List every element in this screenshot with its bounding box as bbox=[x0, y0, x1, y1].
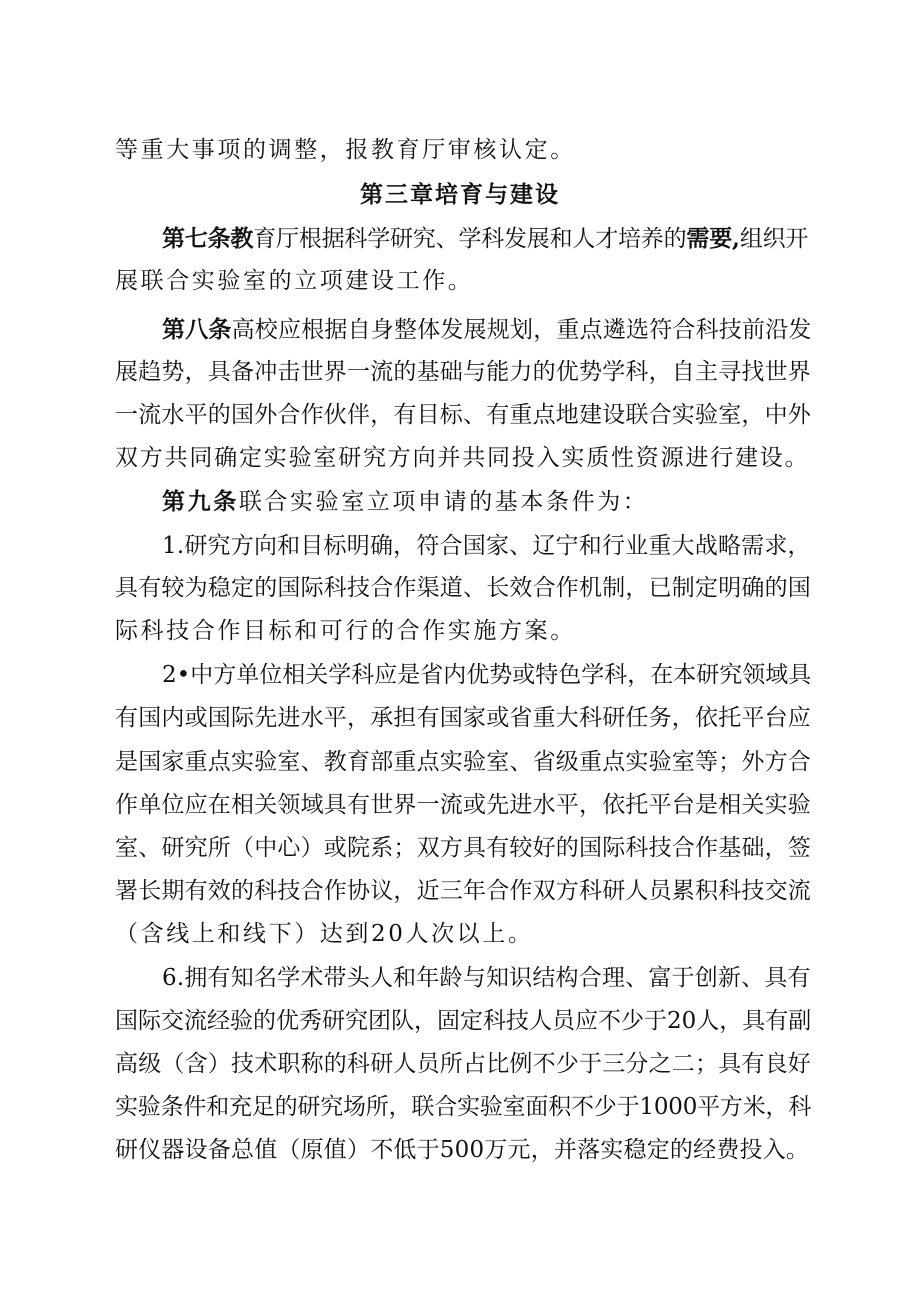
item-2-text-2: 有国内或国际先进水平，承担有国家或省重大科研任务，依托平台应 bbox=[115, 705, 811, 731]
item-6-text-4: 实验条件和充足的研究场所，联合实验室面积不少于1000平方米，科 bbox=[115, 1094, 812, 1120]
paragraph-continuation bbox=[0, 128, 920, 172]
item-2-line-2 bbox=[0, 696, 920, 740]
item-2-text-5: 室、研究所（中心）或院系；双方具有较好的国际科技合作基础，签 bbox=[115, 835, 811, 861]
item-2-text-6: 署长期有效的科技合作协议，近三年合作双方科研人员累积科技交流 bbox=[115, 878, 811, 904]
item-6-line-5 bbox=[0, 1128, 920, 1172]
item-2-line-3 bbox=[0, 740, 920, 784]
item-6-text-3: 高级（含）技术职称的科研人员所占比例不少于三分之二；具有良好 bbox=[115, 1051, 811, 1077]
article-8-text-2: 展趋势，具备冲击世界一流的基础与能力的优势学科，自主寻找世界 bbox=[115, 359, 811, 385]
item-1-line-3 bbox=[0, 609, 920, 653]
intro-text: 等重大事项的调整，报教育厅审核认定。 bbox=[115, 137, 576, 163]
item-2-line-1 bbox=[0, 653, 920, 697]
article-8-line-4 bbox=[0, 436, 920, 480]
article-7-line-2 bbox=[0, 259, 920, 303]
chapter-title: 第三章培育与建设 bbox=[360, 181, 560, 208]
article-8-line-3 bbox=[0, 393, 920, 437]
item-6-line-2 bbox=[0, 999, 920, 1043]
item-6-line-3 bbox=[0, 1042, 920, 1086]
article-7-line-1 bbox=[0, 217, 920, 261]
item-1-line-1 bbox=[0, 524, 920, 568]
article-8-label: 第八条 bbox=[162, 316, 232, 343]
article-8-text-3: 一流水平的国外合作伙伴，有目标、有重点地建设联合实验室，中外 bbox=[115, 402, 811, 428]
item-1-text-1: 1.研究方向和目标明确，符合国家、辽宁和行业重大战略需求， bbox=[162, 533, 811, 559]
item-1-text-3: 际科技合作目标和可行的合作实施方案。 bbox=[115, 618, 576, 644]
item-2-text-3: 是国家重点实验室、教育部重点实验室、省级重点实验室等；外方合 bbox=[115, 749, 811, 775]
item-2-line-7 bbox=[0, 912, 920, 956]
item-6-text-5: 研仪器设备总值（原值）不低于500万元，并落实稳定的经费投入。 bbox=[115, 1137, 810, 1163]
item-6-line-4 bbox=[0, 1085, 920, 1129]
item-2-line-6 bbox=[0, 869, 920, 913]
article-8-line-2 bbox=[0, 350, 920, 394]
article-7-emphasis: 需要, bbox=[686, 225, 740, 252]
item-2-text-1: 2•中方单位相关学科应是省内优势或特色学科，在本研究领域具 bbox=[162, 662, 812, 688]
item-6-line-1 bbox=[0, 956, 920, 1000]
article-7-text: 育厅根据科学研究、学科发展和人才培养的 bbox=[253, 226, 687, 252]
article-9-label: 第九条 bbox=[162, 488, 239, 515]
item-1-text-2: 具有较为稳定的国际科技合作渠道、长效合作机制，已制定明确的国 bbox=[115, 575, 811, 601]
item-2-text-7: （含线上和线下）达到20人次以上。 bbox=[115, 921, 534, 947]
item-2-line-4 bbox=[0, 783, 920, 827]
item-2-text-4: 作单位应在相关领域具有世界一流或先进水平，依托平台是相关实验 bbox=[115, 792, 811, 818]
article-7-text-2: 展联合实验室的立项建设工作。 bbox=[115, 268, 474, 294]
item-6-text-2: 国际交流经验的优秀研究团队，固定科技人员应不少于20人，具有副 bbox=[115, 1008, 812, 1034]
article-8-text-1: 高校应根据自身整体发展规划，重点遴选符合科技前沿发 bbox=[231, 317, 812, 343]
article-9-text: 联合实验室立项申请的基本条件为： bbox=[238, 489, 649, 515]
article-7-text-end: 组织开 bbox=[739, 226, 809, 252]
item-1-line-2 bbox=[0, 566, 920, 610]
item-2-line-5 bbox=[0, 826, 920, 870]
article-9-line bbox=[0, 480, 920, 524]
article-8-line-1 bbox=[0, 308, 920, 352]
item-6-text-1: 6.拥有知名学术带头人和年龄与知识结构合理、富于创新、具有 bbox=[162, 965, 811, 991]
article-8-text-4: 双方共同确定实验室研究方向并共同投入实质性资源进行建设。 bbox=[115, 445, 810, 471]
article-7-label: 第七条教 bbox=[162, 225, 254, 252]
